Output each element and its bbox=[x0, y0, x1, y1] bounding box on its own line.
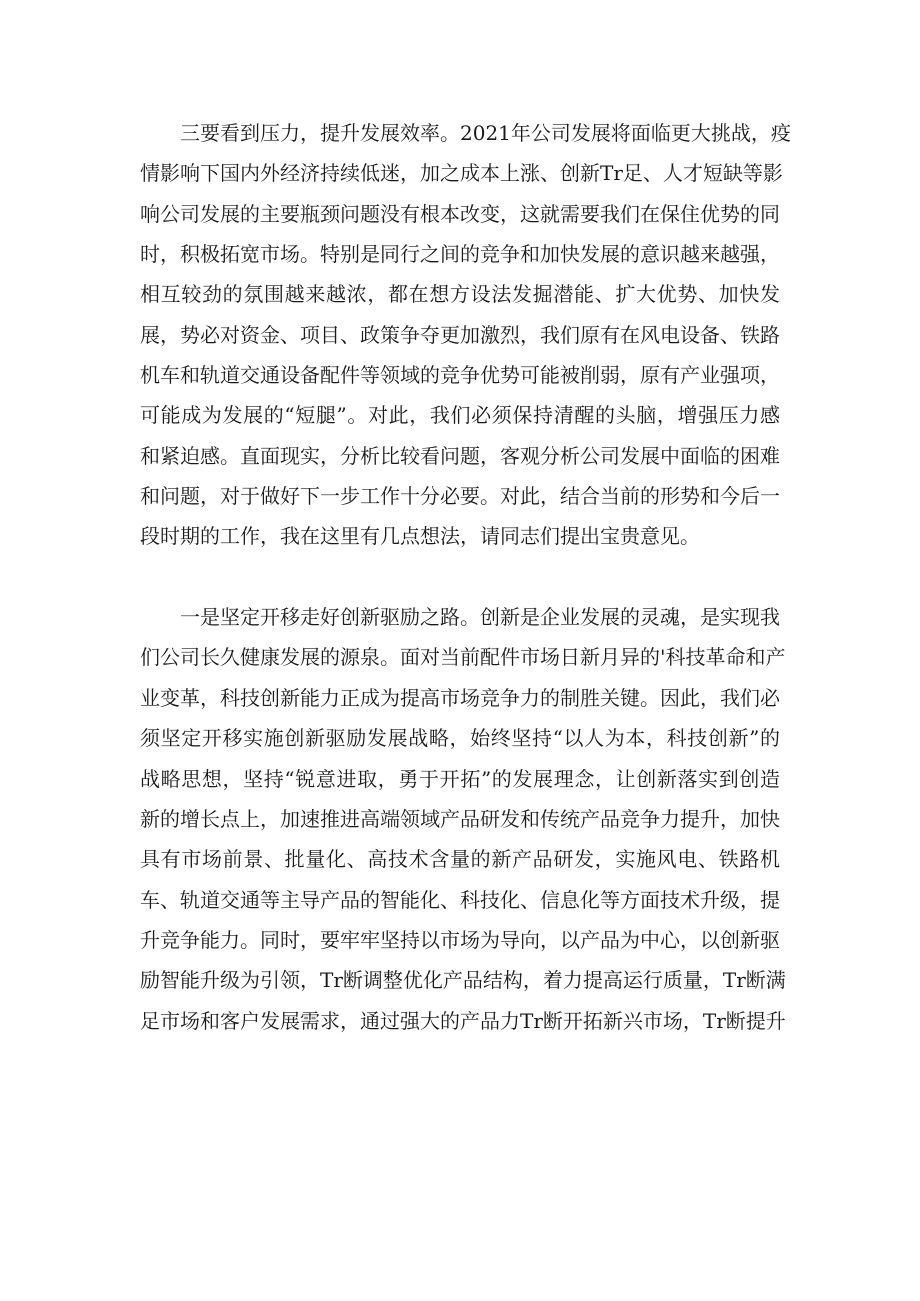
text-line: 响公司发展的主要瓶颈问题没有根本改变，这就需要我们在保住优势的同 bbox=[140, 201, 780, 226]
text-line: 时，积极拓宽市场。特别是同行之间的竞争和加快发展的意识越来越强， bbox=[140, 242, 780, 267]
text-line: 车、轨道交通等主导产品的智能化、科技化、信息化等方面技术升级，提 bbox=[140, 887, 780, 912]
paragraph-spacer bbox=[140, 557, 780, 597]
text-line: 新的增长点上，加速推进高端领域产品研发和传统产品竞争力提升，加快 bbox=[140, 806, 780, 831]
text-line: 展，势必对资金、项目、政策争夺更加激烈，我们原有在风电设备、铁路 bbox=[140, 322, 780, 347]
text-line: 情影响下国内外经济持续低迷，加之成本上涨、创新Tr足、人才短缺等影 bbox=[140, 161, 783, 186]
text-line: 和问题，对于做好下一步工作十分必要。对此，结合当前的形势和今后一 bbox=[140, 484, 780, 509]
paragraph-innovation bbox=[140, 597, 786, 1041]
text-line: 相互较劲的氛围越来越浓，都在想方设法发掘潜能、扩大优势、加快发 bbox=[140, 282, 780, 307]
text-line: 升竞争能力。同时，要牢牢坚持以市场为导向，以产品为中心，以创新驱 bbox=[140, 927, 780, 952]
text-line: 励智能升级为引领，Tr断调整优化产品结构，着力提高运行质量，Tr断满 bbox=[140, 968, 786, 993]
text-line: 机车和轨道交通设备配件等领域的竞争优势可能被削弱，原有产业强项， bbox=[140, 363, 780, 388]
text-line: 可能成为发展的“短腿”。对此，我们必须保持清醒的头脑，增强压力感 bbox=[140, 403, 780, 428]
text-line: 和紧迫感。直面现实，分析比较看问题，客观分析公司发展中面临的困难 bbox=[140, 443, 780, 468]
text-line: 战略思想，坚持“锐意进取，勇于开拓”的发展理念，让创新落实到创造 bbox=[140, 766, 780, 791]
text-line: 须坚定开移实施创新驱励发展战略，始终坚持“以人为本，科技创新”的 bbox=[140, 726, 780, 751]
text-line: 一是坚定开移走好创新驱励之路。创新是企业发展的灵魂，是实现我 bbox=[180, 605, 780, 630]
text-line: 具有市场前景、批量化、高技术含量的新产品研发，实施风电、铁路机 bbox=[140, 847, 780, 872]
text-line: 段时期的工作，我在这里有几点想法，请同志们提出宝贵意见。 bbox=[140, 524, 700, 549]
document-body bbox=[140, 113, 791, 1041]
text-line: 三要看到压力，提升发展效率。2021年公司发展将面临更大挑战，疫 bbox=[180, 121, 791, 145]
text-line: 业变革，科技创新能力正成为提高市场竞争力的制胜关键。因此，我们必 bbox=[140, 685, 780, 710]
text-line: 足市场和客户发展需求，通过强大的产品力Tr断开拓新兴市场，Tr断提升 bbox=[140, 1008, 786, 1033]
paragraph-pressure bbox=[140, 113, 791, 557]
text-line: 们公司长久健康发展的源泉。面对当前配件市场日新月异的'科技革命和产 bbox=[140, 645, 786, 670]
